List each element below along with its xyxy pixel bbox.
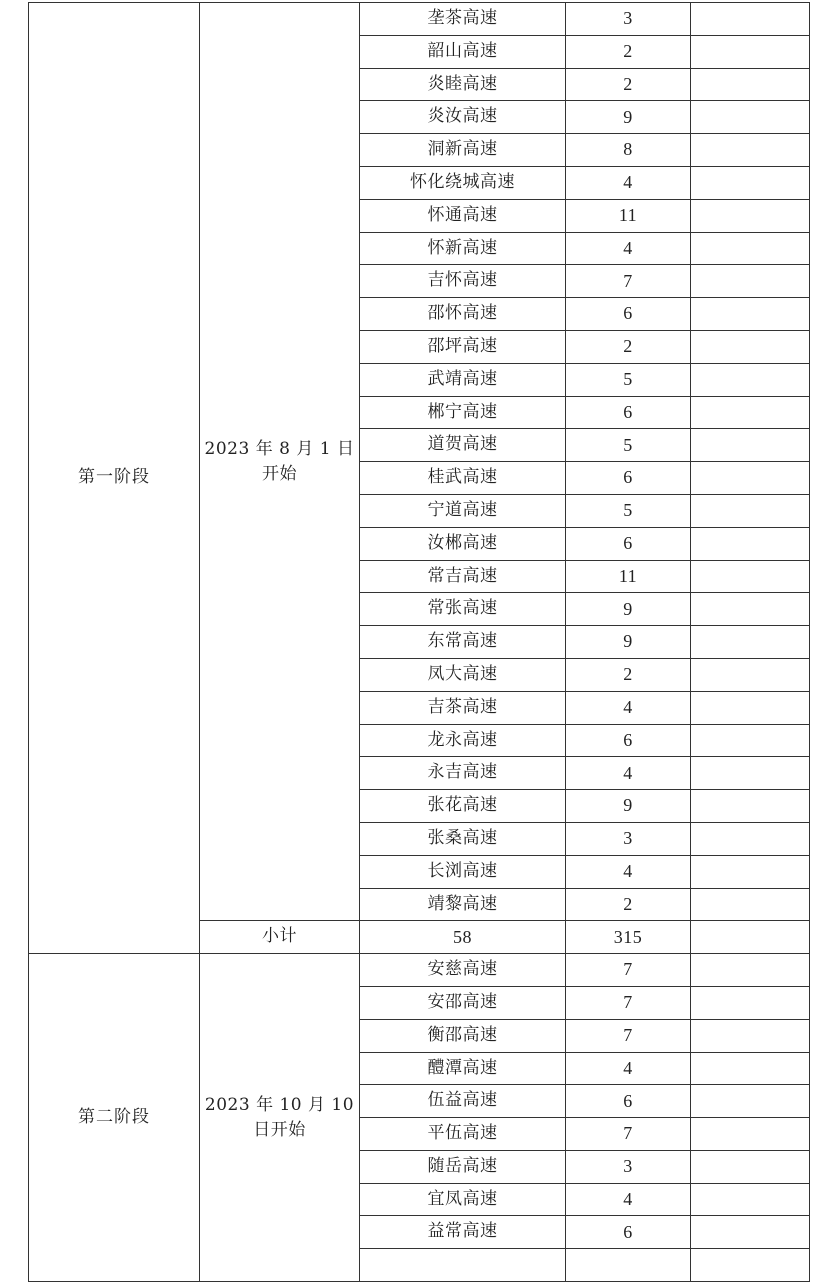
empty-note-cell [691,1019,810,1052]
road-name-cell: 垄茶高速 [360,3,566,36]
empty-note-cell [691,757,810,790]
stage-start-date-cell [200,3,360,921]
count-cell: 2 [566,888,691,921]
road-name-cell: 炎睦高速 [360,68,566,101]
count-cell: 4 [566,166,691,199]
count-cell: 4 [566,757,691,790]
road-name-cell: 汝郴高速 [360,527,566,560]
road-name-cell: 宜凤高速 [360,1183,566,1216]
empty-note-cell [691,35,810,68]
road-name-cell: 怀化绕城高速 [360,166,566,199]
count-cell: 9 [566,626,691,659]
road-name-cell: 洞新高速 [360,134,566,167]
road-name-cell: 常吉高速 [360,560,566,593]
empty-note-cell [691,790,810,823]
empty-note-cell [691,232,810,265]
empty-note-cell [691,462,810,495]
road-name-cell: 常张高速 [360,593,566,626]
count-cell: 8 [566,134,691,167]
road-name-cell: 邵怀高速 [360,298,566,331]
count-cell: 4 [566,1183,691,1216]
empty-note-cell [691,68,810,101]
road-name-cell: 醴潭高速 [360,1052,566,1085]
empty-note-cell [691,1249,810,1282]
count-cell: 2 [566,330,691,363]
road-name-cell: 郴宁高速 [360,396,566,429]
road-name-cell: 靖黎高速 [360,888,566,921]
count-cell: 5 [566,363,691,396]
road-name-cell: 龙永高速 [360,724,566,757]
empty-note-cell [691,986,810,1019]
empty-note-cell [691,298,810,331]
empty-note-cell [691,3,810,36]
road-name-cell: 张桑高速 [360,822,566,855]
road-name-cell: 吉茶高速 [360,691,566,724]
count-cell: 6 [566,462,691,495]
empty-note-cell [691,1216,810,1249]
empty-note-cell [691,954,810,987]
empty-note-cell [691,330,810,363]
road-name-cell: 怀通高速 [360,199,566,232]
empty-note-cell [691,724,810,757]
empty-note-cell [691,101,810,134]
subtotal-roads-cell: 58 [360,921,566,954]
road-name-cell: 宁道高速 [360,494,566,527]
road-name-cell: 伍益高速 [360,1085,566,1118]
road-name-cell: 桂武高速 [360,462,566,495]
count-cell: 4 [566,1052,691,1085]
table-row [29,3,810,36]
count-cell: 2 [566,658,691,691]
start-date-line1: 2023 年 8 月 1 日 [204,439,355,460]
count-cell: 3 [566,1150,691,1183]
start-date-line2: 开始 [262,463,297,484]
count-cell: 3 [566,822,691,855]
empty-note-cell [691,822,810,855]
empty-note-cell [691,560,810,593]
count-cell: 7 [566,1019,691,1052]
count-cell: 7 [566,986,691,1019]
empty-note-cell [691,1052,810,1085]
count-cell: 7 [566,1118,691,1151]
count-cell: 6 [566,527,691,560]
empty-note-cell [691,396,810,429]
highway-schedule-table [28,2,810,1282]
empty-note-cell [691,626,810,659]
road-name-cell: 平伍高速 [360,1118,566,1151]
count-cell [566,1249,691,1282]
count-cell: 9 [566,101,691,134]
count-cell: 9 [566,790,691,823]
subtotal-label-cell: 小计 [200,921,360,954]
empty-note-cell [691,888,810,921]
count-cell: 5 [566,429,691,462]
empty-note-cell [691,1183,810,1216]
count-cell: 6 [566,1085,691,1118]
empty-note-cell [691,363,810,396]
empty-note-cell [691,494,810,527]
empty-note-cell [691,429,810,462]
count-cell: 5 [566,494,691,527]
road-name-cell: 永吉高速 [360,757,566,790]
empty-note-cell [691,134,810,167]
empty-note-cell [691,593,810,626]
count-cell: 2 [566,35,691,68]
count-cell: 4 [566,232,691,265]
empty-note-cell [691,921,810,954]
empty-note-cell [691,527,810,560]
road-name-cell: 长浏高速 [360,855,566,888]
count-cell: 7 [566,265,691,298]
count-cell: 4 [566,691,691,724]
road-name-cell: 衡邵高速 [360,1019,566,1052]
count-cell: 6 [566,1216,691,1249]
stage-name-cell: 第二阶段 [29,954,200,1282]
road-name-cell: 邵坪高速 [360,330,566,363]
road-name-cell: 韶山高速 [360,35,566,68]
road-name-cell [360,1249,566,1282]
road-name-cell: 安慈高速 [360,954,566,987]
start-date-line2: 日开始 [253,1119,306,1140]
empty-note-cell [691,1150,810,1183]
count-cell: 4 [566,855,691,888]
subtotal-count-cell: 315 [566,921,691,954]
stage-start-date-cell [200,954,360,1282]
count-cell: 9 [566,593,691,626]
road-name-cell: 怀新高速 [360,232,566,265]
count-cell: 6 [566,724,691,757]
empty-note-cell [691,166,810,199]
road-name-cell: 益常高速 [360,1216,566,1249]
empty-note-cell [691,855,810,888]
stage-name-cell: 第一阶段 [29,3,200,954]
count-cell: 11 [566,560,691,593]
table-row [29,954,810,987]
empty-note-cell [691,1118,810,1151]
road-name-cell: 凤大高速 [360,658,566,691]
empty-note-cell [691,691,810,724]
road-name-cell: 随岳高速 [360,1150,566,1183]
empty-note-cell [691,658,810,691]
road-name-cell: 道贺高速 [360,429,566,462]
empty-note-cell [691,265,810,298]
road-name-cell: 东常高速 [360,626,566,659]
count-cell: 2 [566,68,691,101]
count-cell: 11 [566,199,691,232]
road-name-cell: 武靖高速 [360,363,566,396]
count-cell: 7 [566,954,691,987]
road-name-cell: 炎汝高速 [360,101,566,134]
count-cell: 3 [566,3,691,36]
road-name-cell: 安邵高速 [360,986,566,1019]
road-name-cell: 张花高速 [360,790,566,823]
road-name-cell: 吉怀高速 [360,265,566,298]
start-date-line1: 2023 年 10 月 10 [204,1094,355,1115]
count-cell: 6 [566,396,691,429]
empty-note-cell [691,1085,810,1118]
table-body [29,3,810,1282]
empty-note-cell [691,199,810,232]
count-cell: 6 [566,298,691,331]
